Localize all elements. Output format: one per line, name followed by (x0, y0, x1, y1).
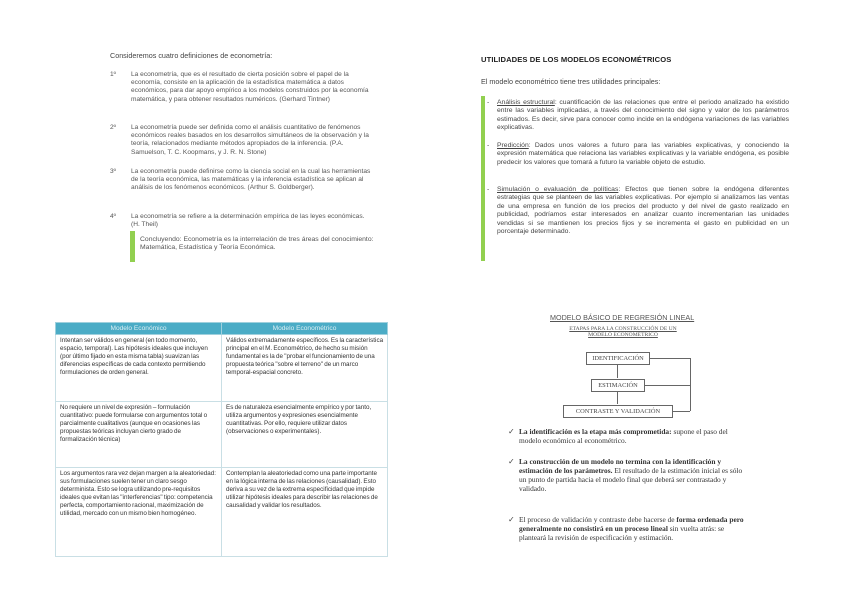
feedback-line (650, 358, 690, 359)
utilities-title: UTILIDADES DE LOS MODELOS ECONOMÉTRICOS (481, 55, 672, 64)
feedback-line (690, 358, 691, 411)
conclusion-accent-bar (130, 231, 135, 262)
utilities-intro: El modelo econométrico tiene tres utilidades principales: (481, 77, 661, 86)
feedback-line (672, 411, 690, 412)
definition-text: La econometría puede definirse como la ciencia social en la cual las herramientas de la teoría económica, las matemáticas y la inferencia estadística se aplican al análisis de los fenómenos económicos. (Arthur S. Goldberger). (131, 168, 371, 192)
utility-item (487, 186, 789, 236)
bullet-dash: - (487, 186, 490, 193)
comparison-table (55, 322, 388, 557)
definitions-intro: Consideremos cuatro definiciones de econometría: (110, 51, 273, 60)
point-text: supone el paso del modelo económico al econométrico. (519, 427, 728, 445)
point-bold: La identificación es la etapa más comprometida: (519, 427, 672, 436)
connector-arrow (617, 365, 618, 378)
definition-item (110, 124, 372, 157)
utility-text: : Efectos que tienen sobre la endógena diferentes estrategias que se planteen de las variables explicativas. Por ejemplo si analizamos las ventas de una empresa en función de los precios del producto y del nivel de gasto realizado en publicidad, podríamos estar interesados en analizar cuanto incrementarian las unidades vendidas si se mantienen los precios fijos y se incrementa el gasto en publicidad en un porcentaje determinado. (497, 186, 789, 236)
regression-title: MODELO BÁSICO DE REGRESIÓN LINEAL (550, 313, 695, 322)
definition-text: La econometría se refiere a la determinación empírica de las leyes económicas. (H. Theil) (131, 213, 365, 229)
stage-estimation-box: ESTIMACIÓN (591, 379, 645, 392)
point-text: sin vuelta atrás: se planteará la revisión de especificación y estimación. (519, 524, 725, 542)
point-text: El resultado de la estimación inicial es sólo un punto de partida hacia el modelo final que deberá ser contrastado y validado. (519, 466, 743, 493)
checkmark-icon: ✓ (508, 457, 515, 466)
point-bold: forma ordenada pero generalmente no consistirá en un proceso lineal (519, 515, 744, 533)
table-cell: No requiere un nivel de expresión – formulación cuantitativo: puede formularse con argumentos total o parcialmente cualitativos (aunque en ocasiones las propuestas teóricas incluyan cierto grado de formalización técnica) (56, 402, 222, 468)
utilities-accent-bar (481, 96, 485, 261)
utility-label: Simulación o evaluación de políticas (497, 186, 619, 193)
feedback-line (645, 385, 690, 386)
table-header-row (56, 323, 388, 335)
connector-arrow (617, 392, 618, 404)
table-cell: Intentan ser válidos en general (en todo momento, espacio, temporal). Las hipótesis ideales que incluyen (por último fijado en esta misma tabla) suavizan las diferencias específicas de cada contexto permitiendo formulaciones de orden general. (56, 335, 222, 402)
definition-number: 1º (110, 71, 117, 78)
stage-identification-box: IDENTIFICACIÓN (586, 352, 650, 365)
utility-item (487, 142, 789, 167)
table-cell: Los argumentos rara vez dejan margen a la aleatoriedad: sus formulaciones suelen tener un claro sesgo determinista. Esto se logra utilizando pre-requisitos ideales que evitan las "interferencias" tipo: competencia perfecta, comportamiento racional, maximización de utilidad, mercado con un mismo bien homogéneo. (56, 468, 222, 557)
table-row (56, 468, 388, 557)
table-cell: Contemplan la aleatoriedad como una parte importante en la lógica interna de las relaciones (causalidad). Esto deriva a su vez de la extrema especificidad que impide utilizar hipótesis ideales para describir las relaciones de causalidad y validar los resultados. (222, 468, 388, 557)
table-cell: Es de naturaleza esencialmente empírico y por tanto, utiliza argumentos y expresiones esencialmente cuantitativas. Por ello, requiere utilizar datos (observaciones o experimentales). (222, 402, 388, 468)
utility-label: Análisis estructural (497, 99, 555, 106)
definition-item (110, 213, 372, 229)
utility-item (487, 99, 789, 133)
definition-text: La econometría, que es el resultado de cierta posición sobre el papel de la economía, consiste en la aplicación de la estadística matemática a datos económicos, para dar apoyo empírico a los modelos construidos por la economía matemática, y para obtener resultados numéricos. (Gerhard Tintner) (131, 71, 369, 103)
regression-point (509, 427, 749, 445)
column-header-econometric-model: Modelo Econométrico (222, 323, 388, 335)
definition-number: 2º (110, 124, 117, 131)
definition-text: La econometría puede ser definida como el análisis cuantitativo de fenómenos económicos reales basados en los desarrollos simultáneos de la observación y la teoría, relacionados mediante métodos apropiados de la inferencia. (P.A. Samuelson, T. C. Koopmans, y J. R. N. Stone) (131, 124, 369, 156)
table-cell: Válidos extremadamente específicos. Es la característica principal en el M. Econométrico, de hecho su misión fundamental es la de "probar el funcionamiento de una propuesta teórica "sobre el terreno" de un marco temporal-espacial concreto. (222, 335, 388, 402)
definition-number: 3º (110, 168, 117, 175)
utility-text: : cuantificación de las relaciones que entre el periodo analizado ha existido entre las variables implicadas, a través del conocimiento del signo y valor de los parámetros estimados. Es decir, sirve para conocer como incide en la endógena variaciones de las variables explicativas. (497, 99, 789, 132)
definition-number: 4º (110, 213, 117, 220)
definition-item (110, 71, 372, 104)
table-row (56, 402, 388, 468)
point-text-lead: El proceso de validación y contraste debe hacerse de (519, 515, 677, 524)
definition-item (110, 168, 372, 193)
column-header-economic-model: Modelo Económico (56, 323, 222, 335)
definitions-conclusion: Concluyendo: Econometría es la interrelación de tres áreas del conocimiento: Matemática, Estadística y Teoría Económica. (140, 236, 374, 252)
bullet-dash: - (487, 99, 490, 106)
bullet-dash: - (487, 142, 490, 149)
regression-subtitle: ETAPAS PARA LA CONSTRUCCIÓN DE UN MODELO ECONOMÉTRICO (569, 326, 677, 339)
checkmark-icon: ✓ (508, 427, 515, 436)
regression-point (509, 515, 749, 542)
utility-label: Predicción (497, 142, 529, 149)
stage-validation-box: CONTRASTE Y VALIDACIÓN (563, 405, 673, 418)
checkmark-icon: ✓ (508, 515, 515, 524)
utility-text: : Dados unos valores a futuro para las variables explicativas, y conociendo la expresión matemática que relaciona las variables explicativas y la variable endógena, es posible predecir los valores que tomará a futuro la variable objeto de estudio. (497, 142, 789, 166)
point-bold: La construcción de un modelo no termina con la identificación y estimación de los parámetros. (519, 457, 722, 475)
regression-point (509, 457, 749, 493)
table-row (56, 335, 388, 402)
